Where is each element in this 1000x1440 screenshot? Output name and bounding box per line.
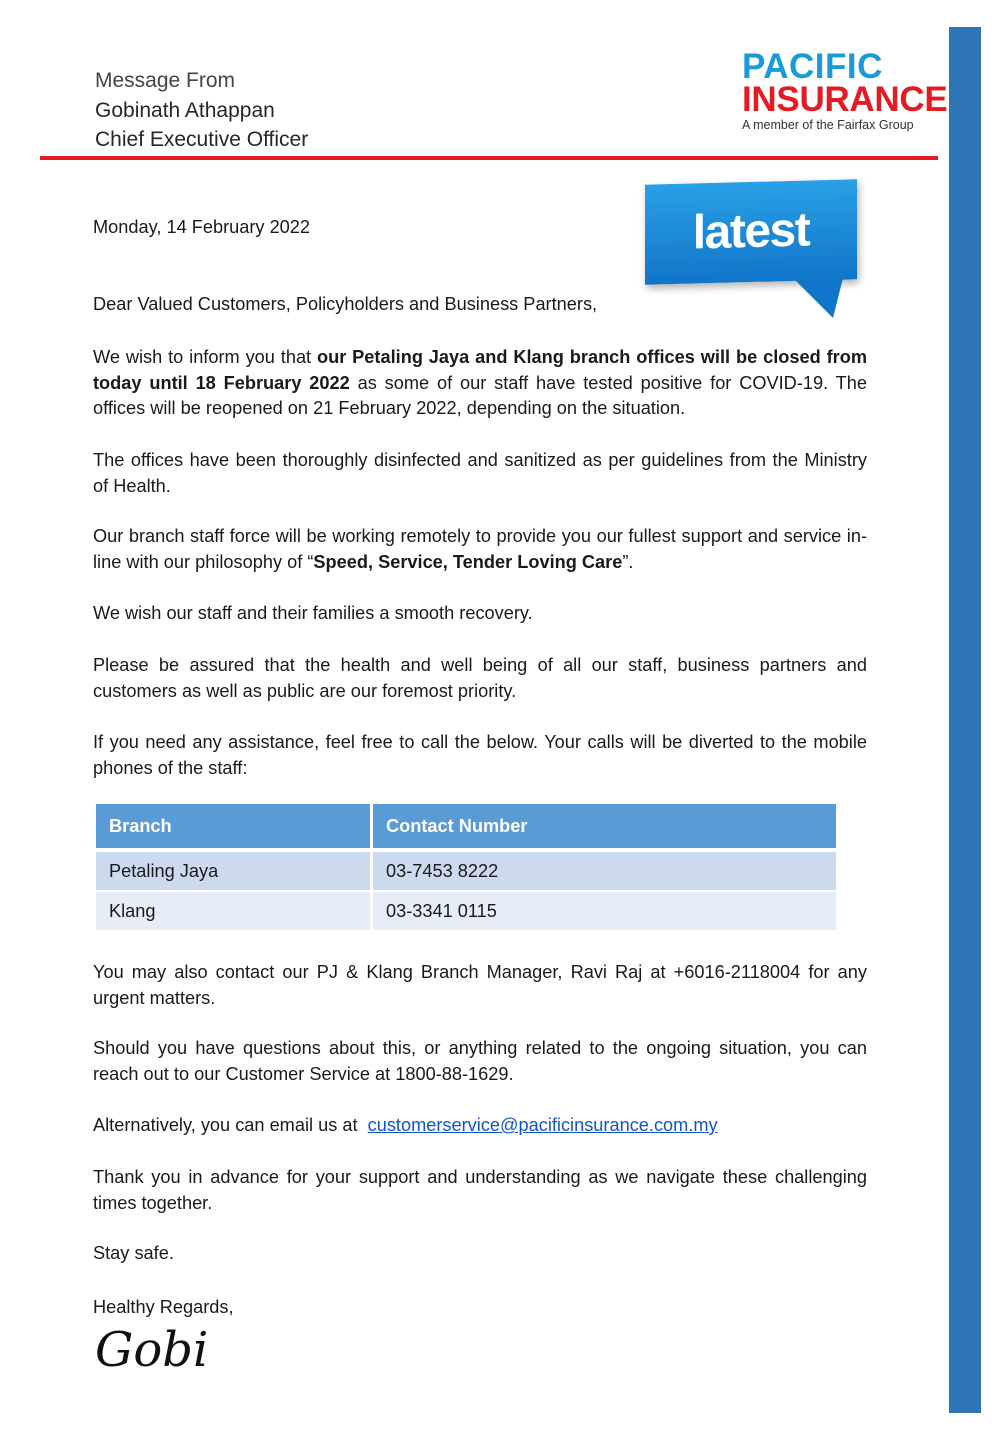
signature: Gobi <box>95 1322 209 1378</box>
p3-text-a: Our branch staff force will be working remotely to provide you our fullest support and service in-line with our philosophy of “ <box>93 526 867 572</box>
company-logo <box>742 47 948 133</box>
email-link[interactable]: customerservice@pacificinsurance.com.my <box>367 1115 718 1135</box>
p3-text-b: ”. <box>622 551 634 572</box>
paragraph-branch-manager: You may also contact our PJ & Klang Branch Manager, Ravi Raj at +6016-2118004 for any urgent matters. <box>93 962 867 1008</box>
latest-news-badge <box>645 182 857 360</box>
paragraph-remote-work <box>93 524 867 575</box>
header-divider <box>40 156 938 160</box>
paragraph-assistance: If you need any assistance, feel free to call the below. Your calls will be diverted to the mobile phones of the staff: <box>93 732 867 778</box>
paragraph-closure-notice <box>93 345 867 422</box>
sender-name: Gobinath Athappan <box>95 98 275 122</box>
column-header-branch: Branch <box>96 804 370 848</box>
side-accent-bar <box>949 27 981 1413</box>
paragraph-recovery: We wish our staff and their families a smooth recovery. <box>93 603 533 623</box>
paragraph-disinfection: The offices have been thoroughly disinfected and sanitized as per guidelines from the Ministry of Health. <box>93 450 867 496</box>
speech-bubble-tail <box>793 278 843 318</box>
letter-header <box>95 66 308 155</box>
branch-cell: Petaling Jaya <box>96 848 370 890</box>
column-header-contact: Contact Number <box>370 804 836 848</box>
p1-bold: our Petaling Jaya and Klang branch offices will be closed from today until 18 February 2022 <box>93 347 867 393</box>
logo-line-2: INSURANCE <box>742 80 948 119</box>
paragraph-customer-service: Should you have questions about this, or anything related to the ongoing situation, you can reach out to our Customer Service at 1800-88-1629. <box>93 1038 867 1084</box>
p1-text-a: We wish to inform you that <box>93 347 317 367</box>
paragraph-thanks: Thank you in advance for your support and understanding as we navigate these challenging times together. <box>93 1167 867 1213</box>
logo-line-1: PACIFIC <box>742 47 883 86</box>
sender-title: Chief Executive Officer <box>95 128 309 151</box>
contact-cell: 03-3341 0115 <box>370 890 836 930</box>
table-row <box>96 890 836 930</box>
message-from-label: Message From <box>95 69 236 92</box>
p3-bold: Speed, Service, Tender Loving Care <box>313 551 623 572</box>
table-row <box>96 848 836 890</box>
salutation: Dear Valued Customers, Policyholders and Business Partners, <box>93 294 598 314</box>
paragraph-stay-safe: Stay safe. <box>93 1243 174 1263</box>
branch-contact-table <box>96 804 836 930</box>
branch-cell: Klang <box>96 890 370 930</box>
p1-text-b: as some of our staff have tested positive for COVID-19. The offices will be reopened on 21 February 2022, depending on the situation. <box>93 372 867 418</box>
paragraph-email <box>93 1113 867 1139</box>
paragraph-priority: Please be assured that the health and well being of all our staff, business partners and customers as well as public are our foremost priority. <box>93 655 867 701</box>
letter-date: Monday, 14 February 2022 <box>93 217 311 237</box>
latest-news-text: latest news <box>645 179 857 285</box>
contact-cell: 03-7453 8222 <box>370 848 836 890</box>
p9-text: Alternatively, you can email us at <box>93 1115 368 1135</box>
logo-tagline: A member of the Fairfax Group <box>742 118 914 132</box>
closing-line: Healthy Regards, <box>93 1297 234 1317</box>
